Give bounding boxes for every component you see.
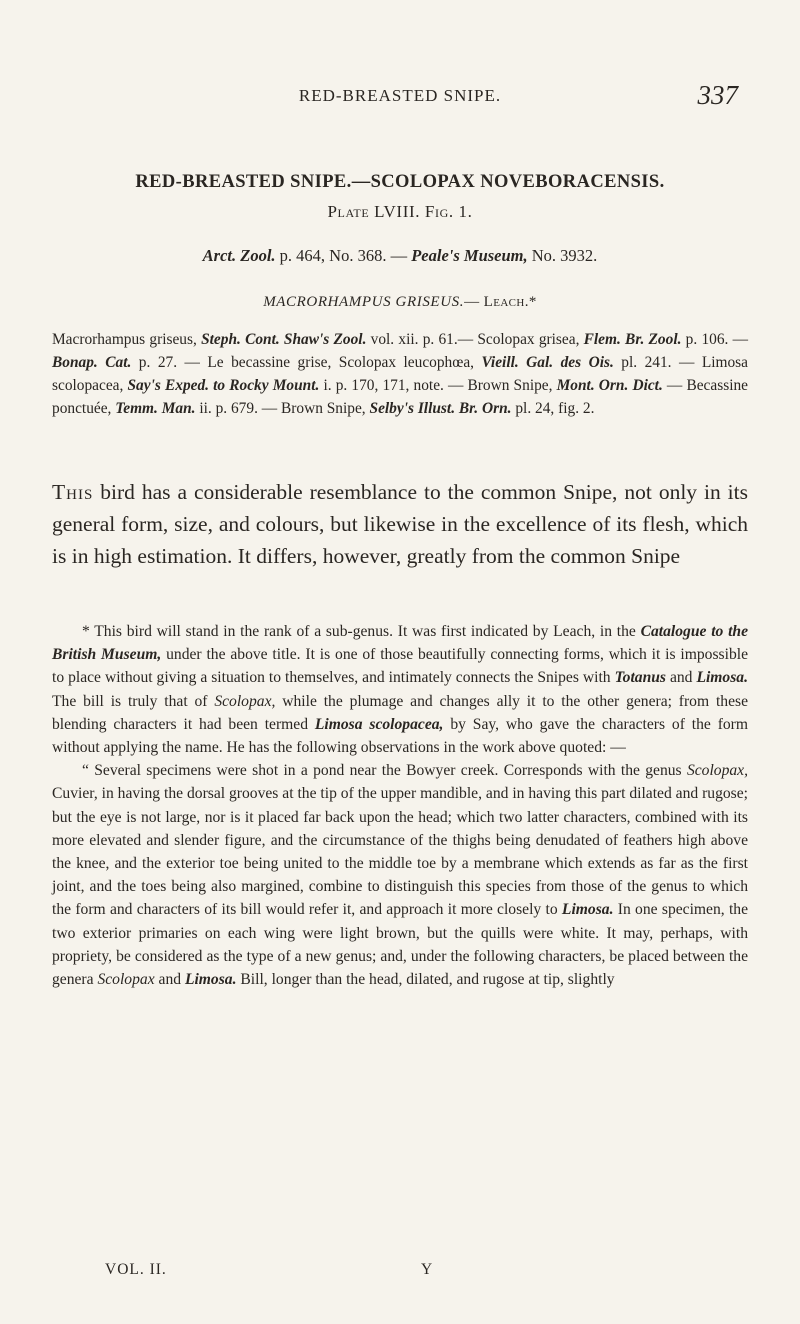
syn-citation: Say's Exped. to Rocky Mount. (127, 377, 320, 394)
footnote-paragraph-2 (52, 759, 748, 991)
fn-italic: Scolopax, (686, 762, 748, 780)
intro-first-word: This (52, 480, 94, 504)
ref-arct-detail: p. 464, No. 368. — (275, 246, 412, 265)
fn-text: while the plumage and changes ally it to the other genera; from these blending characters it had been termed (52, 692, 748, 733)
fn-text: and (666, 669, 697, 687)
syn-text: p. 27. — Le becassine grise, Scolopax leucophœa, (131, 354, 482, 371)
syn-text: i. p. 170, 171, note. — Brown Snipe, (319, 377, 557, 394)
intro-paragraph (52, 476, 748, 572)
running-head: RED-BREASTED SNIPE. (298, 86, 502, 105)
fn-italic: Limosa. (696, 669, 748, 687)
footnote-paragraph-1 (52, 620, 748, 759)
syn-text: pl. 241. — Limosa scolopacea, (52, 354, 749, 394)
fn-text: In one specimen, the two exterior primaries on each wing were light brown, but the quills were white. It may, perhaps, with propriety, be considered as the type of a new genus; and, under the following characters, be placed between the genera (52, 901, 749, 989)
syn-citation: Flem. Br. Zool. (583, 331, 682, 348)
synonymy-paragraph (52, 328, 748, 420)
syn-text: Macrorhampus griseus, (52, 331, 202, 348)
syn-citation: Steph. Cont. Shaw's Zool. (201, 331, 367, 348)
fn-text: * This bird will stand in the rank of a sub-genus. It was first indicated by Leach, in the (82, 623, 641, 640)
syn-text: — Becassine ponctuée, (52, 377, 748, 417)
ref-arct: Arct. Zool. (202, 246, 276, 265)
intro-text: bird has a considerable resemblance to the common Snipe, not only in its general form, size, and colours, but likewise in the excellence of its flesh, which is in high estimation. It differs, however, greatly from the common Snipe (52, 480, 748, 568)
fn-text: under the above title. It is one of those beautifully connecting forms, which it is impossible to place without giving a situation to themselves, and intimately connects the Snipes with (52, 646, 748, 687)
fn-text: and (154, 971, 185, 989)
fn-italic: Limosa. (184, 971, 237, 989)
genus-author: — Leach.* (464, 294, 537, 310)
fn-text: “ Several specimens were shot in a pond near the Bowyer creek. Corresponds with the genus (82, 762, 687, 780)
syn-citation: Mont. Orn. Dict. (556, 377, 663, 394)
plate-reference: Plate LVIII. Fig. 1. (327, 202, 473, 221)
fn-italic: Scolopax, (214, 692, 276, 710)
genus-name: MACRORHAMPUS GRISEUS. (263, 294, 465, 310)
fn-text: Bill, longer than the head, dilated, and rugose at tip, slightly (236, 971, 615, 989)
page-number: 337 (697, 80, 738, 110)
syn-text: pl. 24, fig. 2. (511, 400, 595, 417)
syn-citation: Bonap. Cat. (52, 354, 132, 371)
fn-italic: Limosa. (561, 901, 614, 919)
syn-citation: Temm. Man. (115, 400, 196, 417)
syn-text: vol. xii. p. 61.— Scolopax grisea, (366, 331, 584, 348)
footnote (52, 620, 748, 991)
fn-italic: Totanus (614, 669, 666, 687)
article-title: RED-BREASTED SNIPE.—SCOLOPAX NOVEBORACENSIS. (135, 172, 665, 192)
syn-citation: Selby's Illust. Br. Orn. (369, 400, 512, 417)
fn-text: Cuvier, in having the dorsal grooves at the tip of the upper mandible, and in having this part dilated and rugose; but the eye is not large, nor is it placed far back upon the head; which two latter characters, combined with its more elevated and slender figure, and the circumstance of the thighs being denudated of feathers high above the knee, and the exterior toe being united to the middle toe by a membrane which extends as far as the first joint, and the toes being also margined, combine to distinguish this species from those of the genus to which the form and characters of its bill would refer it, and approach it more closely to (52, 785, 748, 919)
fn-italic: Scolopax (97, 971, 155, 989)
signature-volume: VOL. II. (105, 1261, 167, 1278)
source-references (52, 246, 748, 266)
syn-text: p. 106. — (681, 331, 748, 348)
ref-peale: Peale's Museum, (411, 246, 528, 265)
fn-text: by Say, who gave the characters of the form without applying the name. He has the following observations in the work above quoted: — (52, 715, 749, 757)
fn-text: The bill is truly that of (52, 692, 215, 710)
genus-line (52, 294, 748, 311)
fn-italic: Limosa scolopacea, (314, 715, 444, 733)
ref-peale-detail: No. 3932. (527, 246, 598, 265)
syn-text: ii. p. 679. — Brown Snipe, (195, 400, 370, 417)
fn-italic: Catalogue to the British Museum, (52, 623, 749, 664)
syn-citation: Vieill. Gal. des Ois. (481, 354, 614, 371)
signature-mark: Y (421, 1261, 433, 1278)
